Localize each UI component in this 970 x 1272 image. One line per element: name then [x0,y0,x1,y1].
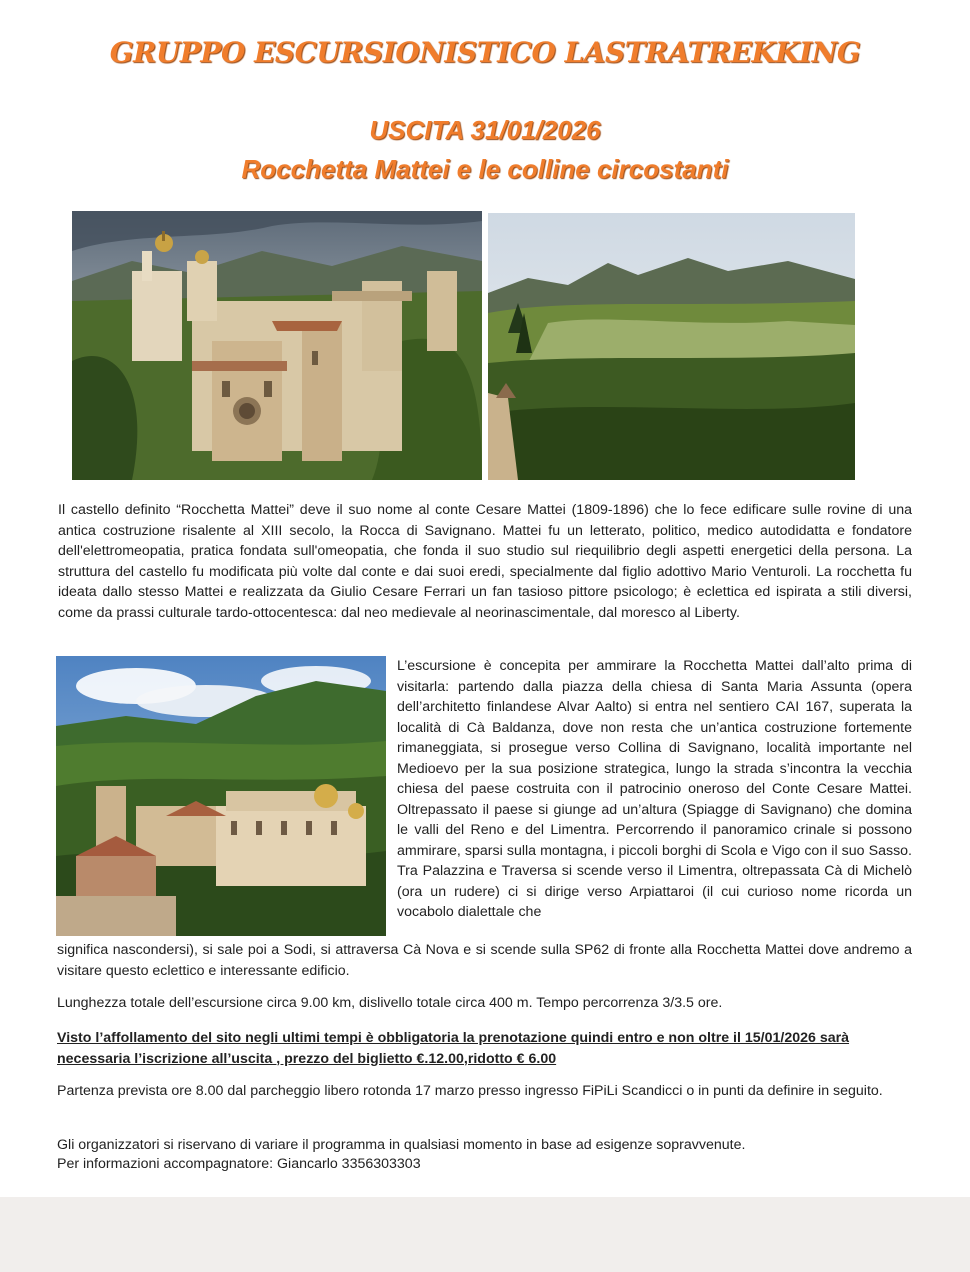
hike-length-info: Lunghezza totale dell’escursione circa 9.00 km, dislivello totale circa 400 m. Tempo percorrenza 3/3.5 ore. [57,995,723,1011]
hills-landscape-photo [488,213,855,480]
organizers-disclaimer: Gli organizzatori si riservano di variare il programma in qualsiasi momento in base ad esigenze sopravvenute. [57,1137,746,1153]
route-paragraph-continued: significa nascondersi), si sale poi a Sodi, si attraversa Cà Nova e si scende sulla SP62 di fronte alla Rocchetta Mattei dove andremo a visitare questo eclettico e interessante edificio. [57,942,912,979]
organizer-contact: Per informazioni accompagnatore: Giancarlo 3356303303 [57,1156,421,1172]
outing-title: Rocchetta Mattei e le colline circostanti [241,154,729,184]
outing-date: USCITA 31/01/2026 [369,115,601,145]
route-paragraph: L’escursione è concepita per ammirare la Rocchetta Mattei dall’alto prima di visitarla: partendo dalla piazza della chiesa di Santa Maria Assunta (opera dell’architetto finlandese Alvar Aalto) si entra nel sentiero CAI 167, superata la località di Cà Baldanza, dove non resta che un’antica costruzione fortemente rimaneggiata, si prosegue verso Collina di Savignano, località importante nel Medioevo per la sua posizione strategica, lungo la strada s’incontra la vecchia chiesa del paese costruita con il patrocinio oneroso del Conte Cesare Mattei. Oltrepassato il paese si giunge ad un’altura (Spiagge di Savignano) che domina le valli del Reno e del Limentra. Percorrendo il panoramico crinale si possono ammirare, sparsi sulla montagna, i piccoli borghi di Scola e Vigo con il suo Sasso. Tra Palazzina e Traversa si scende verso il Limentra, oltrepassata Cà di Michelò (ora un rudere) ci si dirige verso Arpiattaroi (il cui curioso nome ricorda un vocabolo dialettale che [397,658,912,920]
organizers-info [57,1136,912,1174]
intro-paragraph: Il castello definito “Rocchetta Mattei” deve il suo nome al conte Cesare Mattei (1809-1896) che lo fece edificare sulle rovine di una antica costruzione risalente al XIII secolo, la Rocca di Savignano. Mattei fu un letterato, politico, medico autodidatta e fondatore dell'elettromeopatia, pratica fondata sull'omeopatia, che fonda il suo studio sul riequilibrio degli aspetti energetici della persona. La struttura del castello fu modificata più volte dal conte e dai suoi eredi, specialmente dal figlio adottivo Mario Venturoli. La rocchetta fu ideata dallo stesso Mattei e realizzata da Giulio Cesare Ferrari un fan tasioso pittore psicologo; è eclettica ed ispirata a stili diversi, come da prassi culturale tardo-ottocentesca: dal neo medievale al neorinascimentale, dal moresco al Liberty. [58,502,912,621]
rocchetta-castle-photo [72,211,482,480]
departure-info: Partenza prevista ore 8.00 dal parcheggio libero rotonda 17 marzo presso ingresso FiPiLi Scandicci o in punti da definire in seguito. [57,1083,883,1099]
group-title: GRUPPO ESCURSIONISTICO LASTRATREKKING [109,36,861,69]
booking-notice: Visto l’affollamento del sito negli ultimi tempi è obbligatoria la prenotazione quindi entro e non oltre il 15/01/2026 sarà necessaria l’iscrizione all’uscita , prezzo del biglietto €.12.00,ridotto € 6.00 [57,1030,850,1067]
rocchetta-aerial-photo [56,656,386,936]
